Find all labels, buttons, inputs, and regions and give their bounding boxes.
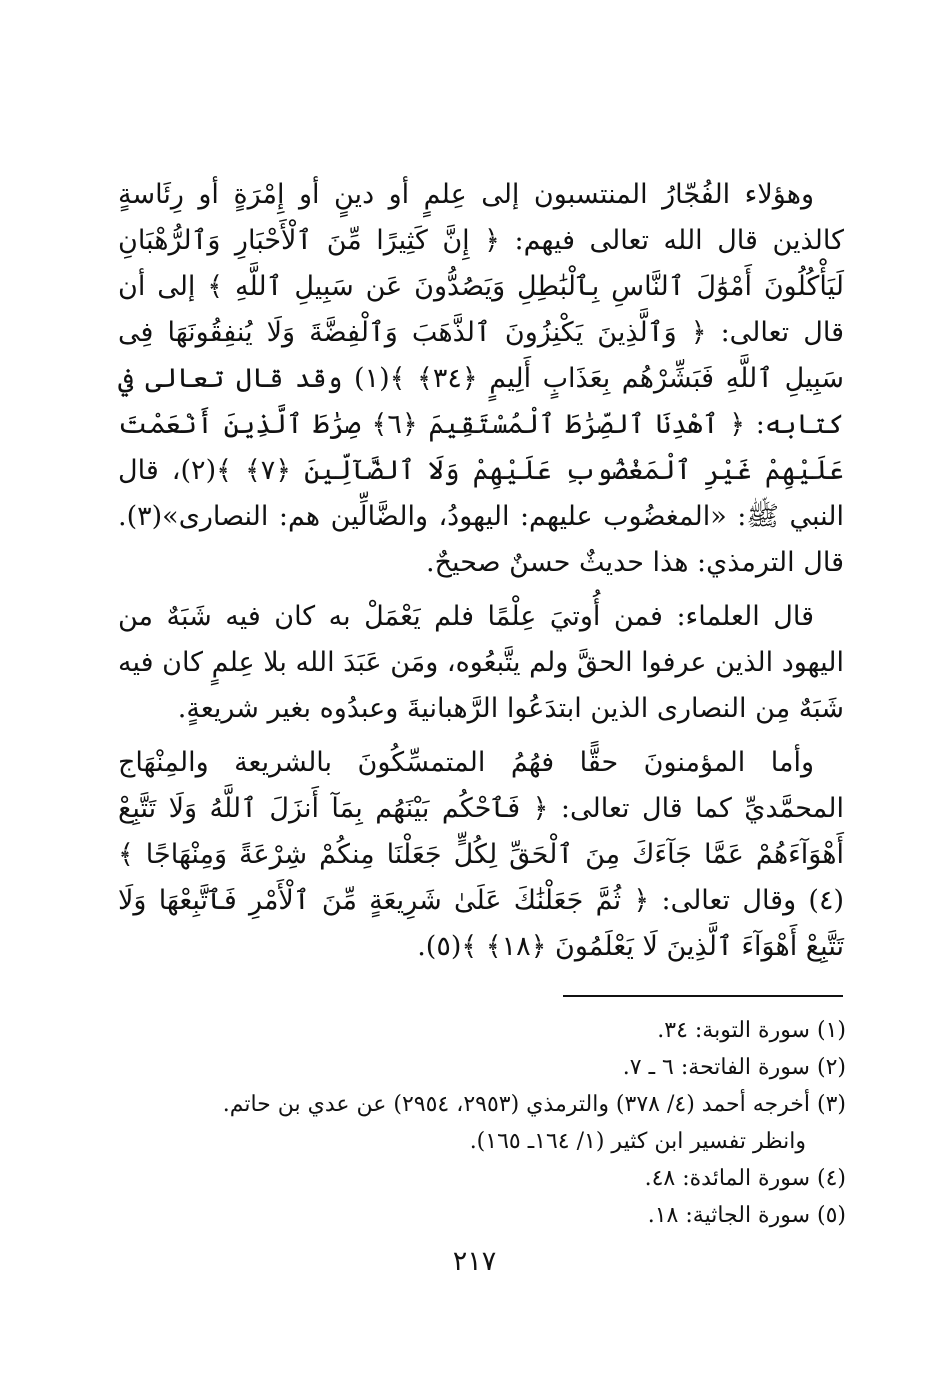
- footnote-5: (٥) سورة الجاثية: ١٨.: [647, 1203, 846, 1228]
- footnote-3: (٣) أخرجه أحمد (٤/ ٣٧٨) والترمذي (٢٩٥٣، ٢٩٥٤) عن عدي بن حاتم.: [222, 1092, 846, 1117]
- footnote-separator: [563, 995, 843, 997]
- footnote-3-continued: وانظر تفسير ابن كثير (١/ ١٦٤ـ ١٦٥).: [469, 1129, 806, 1154]
- main-text: [118, 172, 844, 978]
- footnote-4: (٤) سورة المائدة: ٤٨.: [644, 1166, 846, 1191]
- footnote-2: (٢) سورة الفاتحة: ٦ ـ ٧.: [622, 1055, 846, 1080]
- footnotes: [100, 1012, 846, 1234]
- paragraph-1: وهؤلاء الفُجّارُ المنتسبون إلى عِلمٍ أو دينٍ أو إِمْرَةٍ أو رِئَاسةٍ كالذين قال الله تعالى فيهم: ﴿ إِنَّ كَثِيرًا مِّنَ ٱلْأَحْبَارِ وَٱلرُّهْبَانِ لَيَأْكُلُونَ أَمْوَٰلَ ٱلنَّاسِ بِٱلْبَٰطِلِ وَيَصُدُّونَ عَن سَبِيلِ ٱللَّهِ ﴾ إلى أن قال تعالى: ﴿ وَٱلَّذِينَ يَكْنِزُونَ ٱلذَّهَبَ وَٱلْفِضَّةَ وَلَا يُنفِقُونَهَا فِى سَبِيلِ ٱللَّهِ فَبَشِّرْهُم بِعَذَابٍ أَلِيمٍ ﴿٣٤﴾ ﴾(١) وقد قال تعالى في كتابه: ﴿ ٱهْدِنَا ٱلصِّرَٰطَ ٱلْمُسْتَقِيمَ ﴿٦﴾ صِرَٰطَ ٱلَّذِينَ أَنْعَمْتَ عَلَيْهِمْ غَيْرِ ٱلْمَغْضُوبِ عَلَيْهِمْ وَلَا ٱلضَّآلِّينَ ﴿٧﴾ ﴾(٢)، قال النبي ﷺ: «المغضُوب عليهم: اليهودُ، والضَّالِّين هم: النصارى»(٣). قال الترمذي: هذا حديثٌ حسنٌ صحيحٌ.: [118, 179, 844, 578]
- page-number: ٢١٧: [452, 1246, 497, 1277]
- paragraph-2: قال العلماء: فمن أُوتيَ عِلْمًا فلم يَعْمَلْ به كان فيه شَبَهٌ من اليهود الذين عرفوا الحقَّ ولم يتَّبعُوه، ومَن عَبَدَ الله بلا عِلمٍ كان فيه شَبَهٌ مِن النصارى الذين ابتدَعُوا الرَّهبانيةَ وعبدُوه بغير شريعةٍ.: [118, 601, 844, 724]
- paragraph-3: وأما المؤمنونَ حقًّا فهُمُ المتمسِّكُونَ بالشريعة والمِنْهَاج المحمَّديِّ كما قال تعالى: ﴿ فَٱحْكُم بَيْنَهُم بِمَآ أَنزَلَ ٱللَّهُ وَلَا تَتَّبِعْ أَهْوَآءَهُمْ عَمَّا جَآءَكَ مِنَ ٱلْحَقِّ لِكُلٍّ جَعَلْنَا مِنكُمْ شِرْعَةً وَمِنْهَاجًا ﴾(٤) وقال تعالى: ﴿ ثُمَّ جَعَلْنَٰكَ عَلَىٰ شَرِيعَةٍ مِّنَ ٱلْأَمْرِ فَٱتَّبِعْهَا وَلَا تَتَّبِعْ أَهْوَآءَ ٱلَّذِينَ لَا يَعْلَمُونَ ﴿١٨﴾ ﴾(٥).: [118, 747, 844, 962]
- footnote-1: (١) سورة التوبة: ٣٤.: [657, 1018, 846, 1043]
